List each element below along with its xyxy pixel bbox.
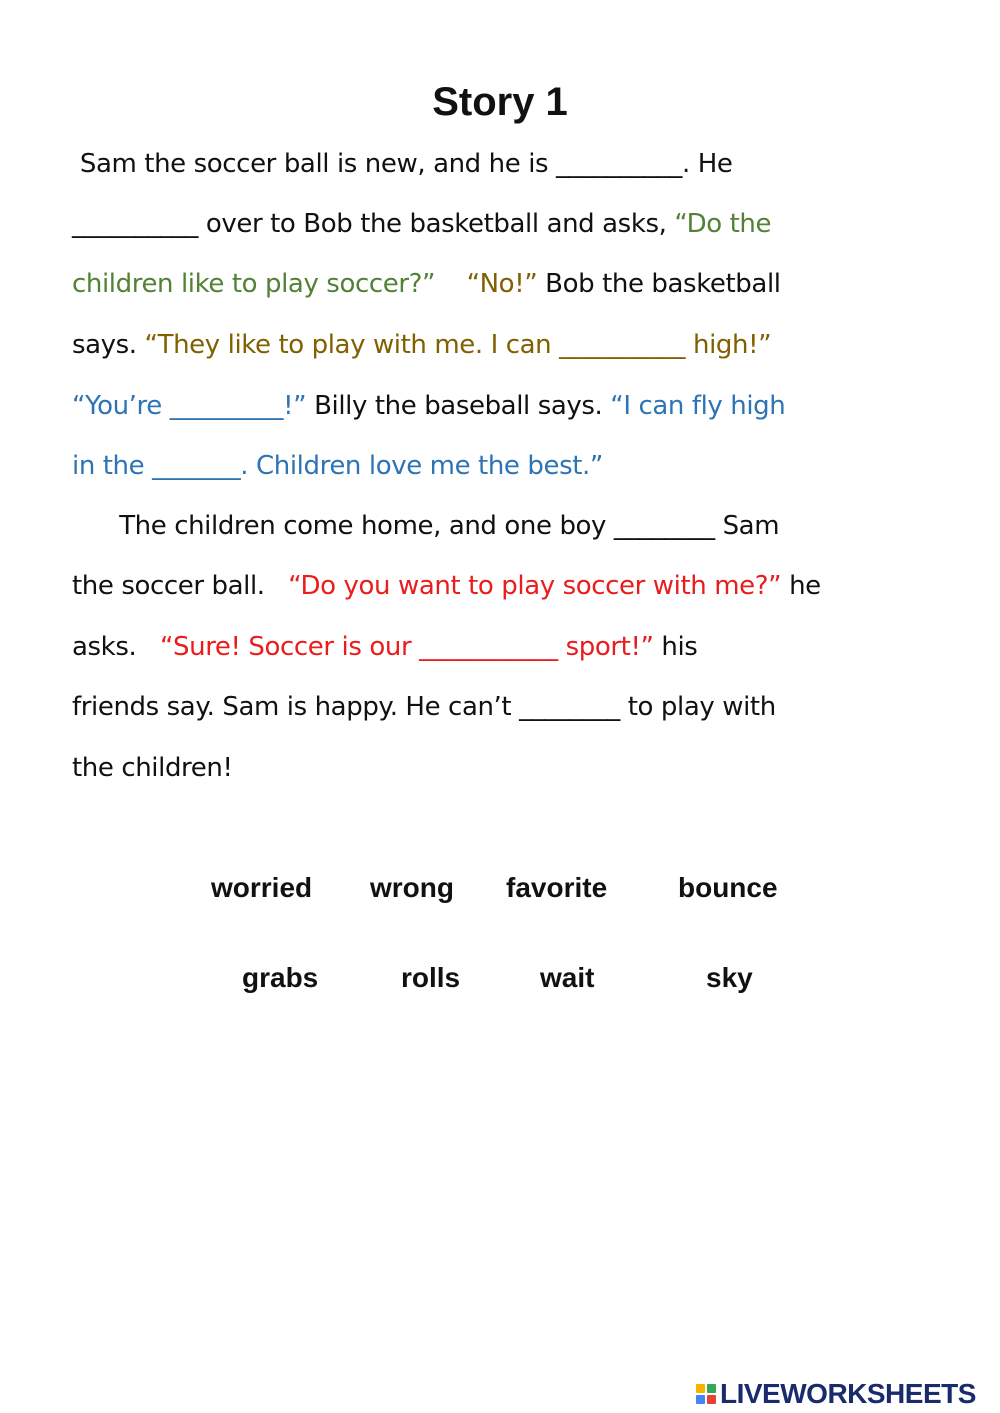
story-text-segment: friends say. Sam is happy. He can’t ________ to play with xyxy=(72,692,776,722)
story-text-segment: Sam the soccer ball is new, and he is __________. He xyxy=(72,149,733,179)
word-bank-item: grabs xyxy=(242,962,319,993)
story-line xyxy=(72,146,733,182)
story-text-segment: Billy the baseball says. xyxy=(306,391,611,421)
story-text-segment: The children come home, and one boy ________ Sam xyxy=(72,511,780,541)
story-text-segment: “You’re _________!” xyxy=(72,391,307,421)
word-bank-item: bounce xyxy=(678,872,778,903)
story-text-segment: the soccer ball. xyxy=(72,571,289,601)
story-text-segment: his xyxy=(653,632,698,662)
story-text-segment: Bob the basketball xyxy=(537,269,781,299)
story-line xyxy=(72,388,785,424)
logo-text: LIVEWORKSHEETS xyxy=(720,1378,976,1409)
story-line xyxy=(72,266,781,302)
liveworksheets-logo xyxy=(696,1378,976,1410)
liveworksheets-logo-icon xyxy=(696,1384,716,1404)
story-text-segment: in the _______. Children love me the best.” xyxy=(72,451,603,481)
story-text-segment: “Do you want to play soccer with me?” xyxy=(288,571,782,601)
story-text-segment: children like to play soccer?” xyxy=(72,269,436,299)
story-line xyxy=(72,327,771,363)
word-bank-item: wrong xyxy=(370,872,454,903)
story-text-segment: “I can fly high xyxy=(610,391,786,421)
story-text-segment: “Do the xyxy=(674,209,772,239)
story-text-segment: “They like to play with me. I can __________ high!” xyxy=(144,330,772,360)
word-bank-item: favorite xyxy=(506,872,608,903)
story-line xyxy=(72,206,771,242)
story-text-segment: the children! xyxy=(72,753,233,783)
story-line xyxy=(72,448,603,484)
story-text-segment: “Sure! Soccer is our ___________ sport!” xyxy=(159,632,654,662)
story-line xyxy=(72,568,821,604)
story-line xyxy=(72,508,779,544)
story-text-segment: he xyxy=(781,571,821,601)
story-text-segment: “No!” xyxy=(435,269,538,299)
story-text-segment: asks. xyxy=(72,632,160,662)
word-bank-item: rolls xyxy=(401,962,461,993)
story-line xyxy=(72,689,776,725)
word-bank-item: wait xyxy=(540,962,595,993)
story-title: Story 1 xyxy=(432,80,568,124)
story-line xyxy=(72,629,697,665)
word-bank-item: sky xyxy=(706,962,753,993)
story-text-segment: says. xyxy=(72,330,145,360)
story-line xyxy=(72,750,232,786)
story-text-segment: __________ over to Bob the basketball and asks, xyxy=(72,209,675,239)
word-bank-item: worried xyxy=(211,872,313,903)
